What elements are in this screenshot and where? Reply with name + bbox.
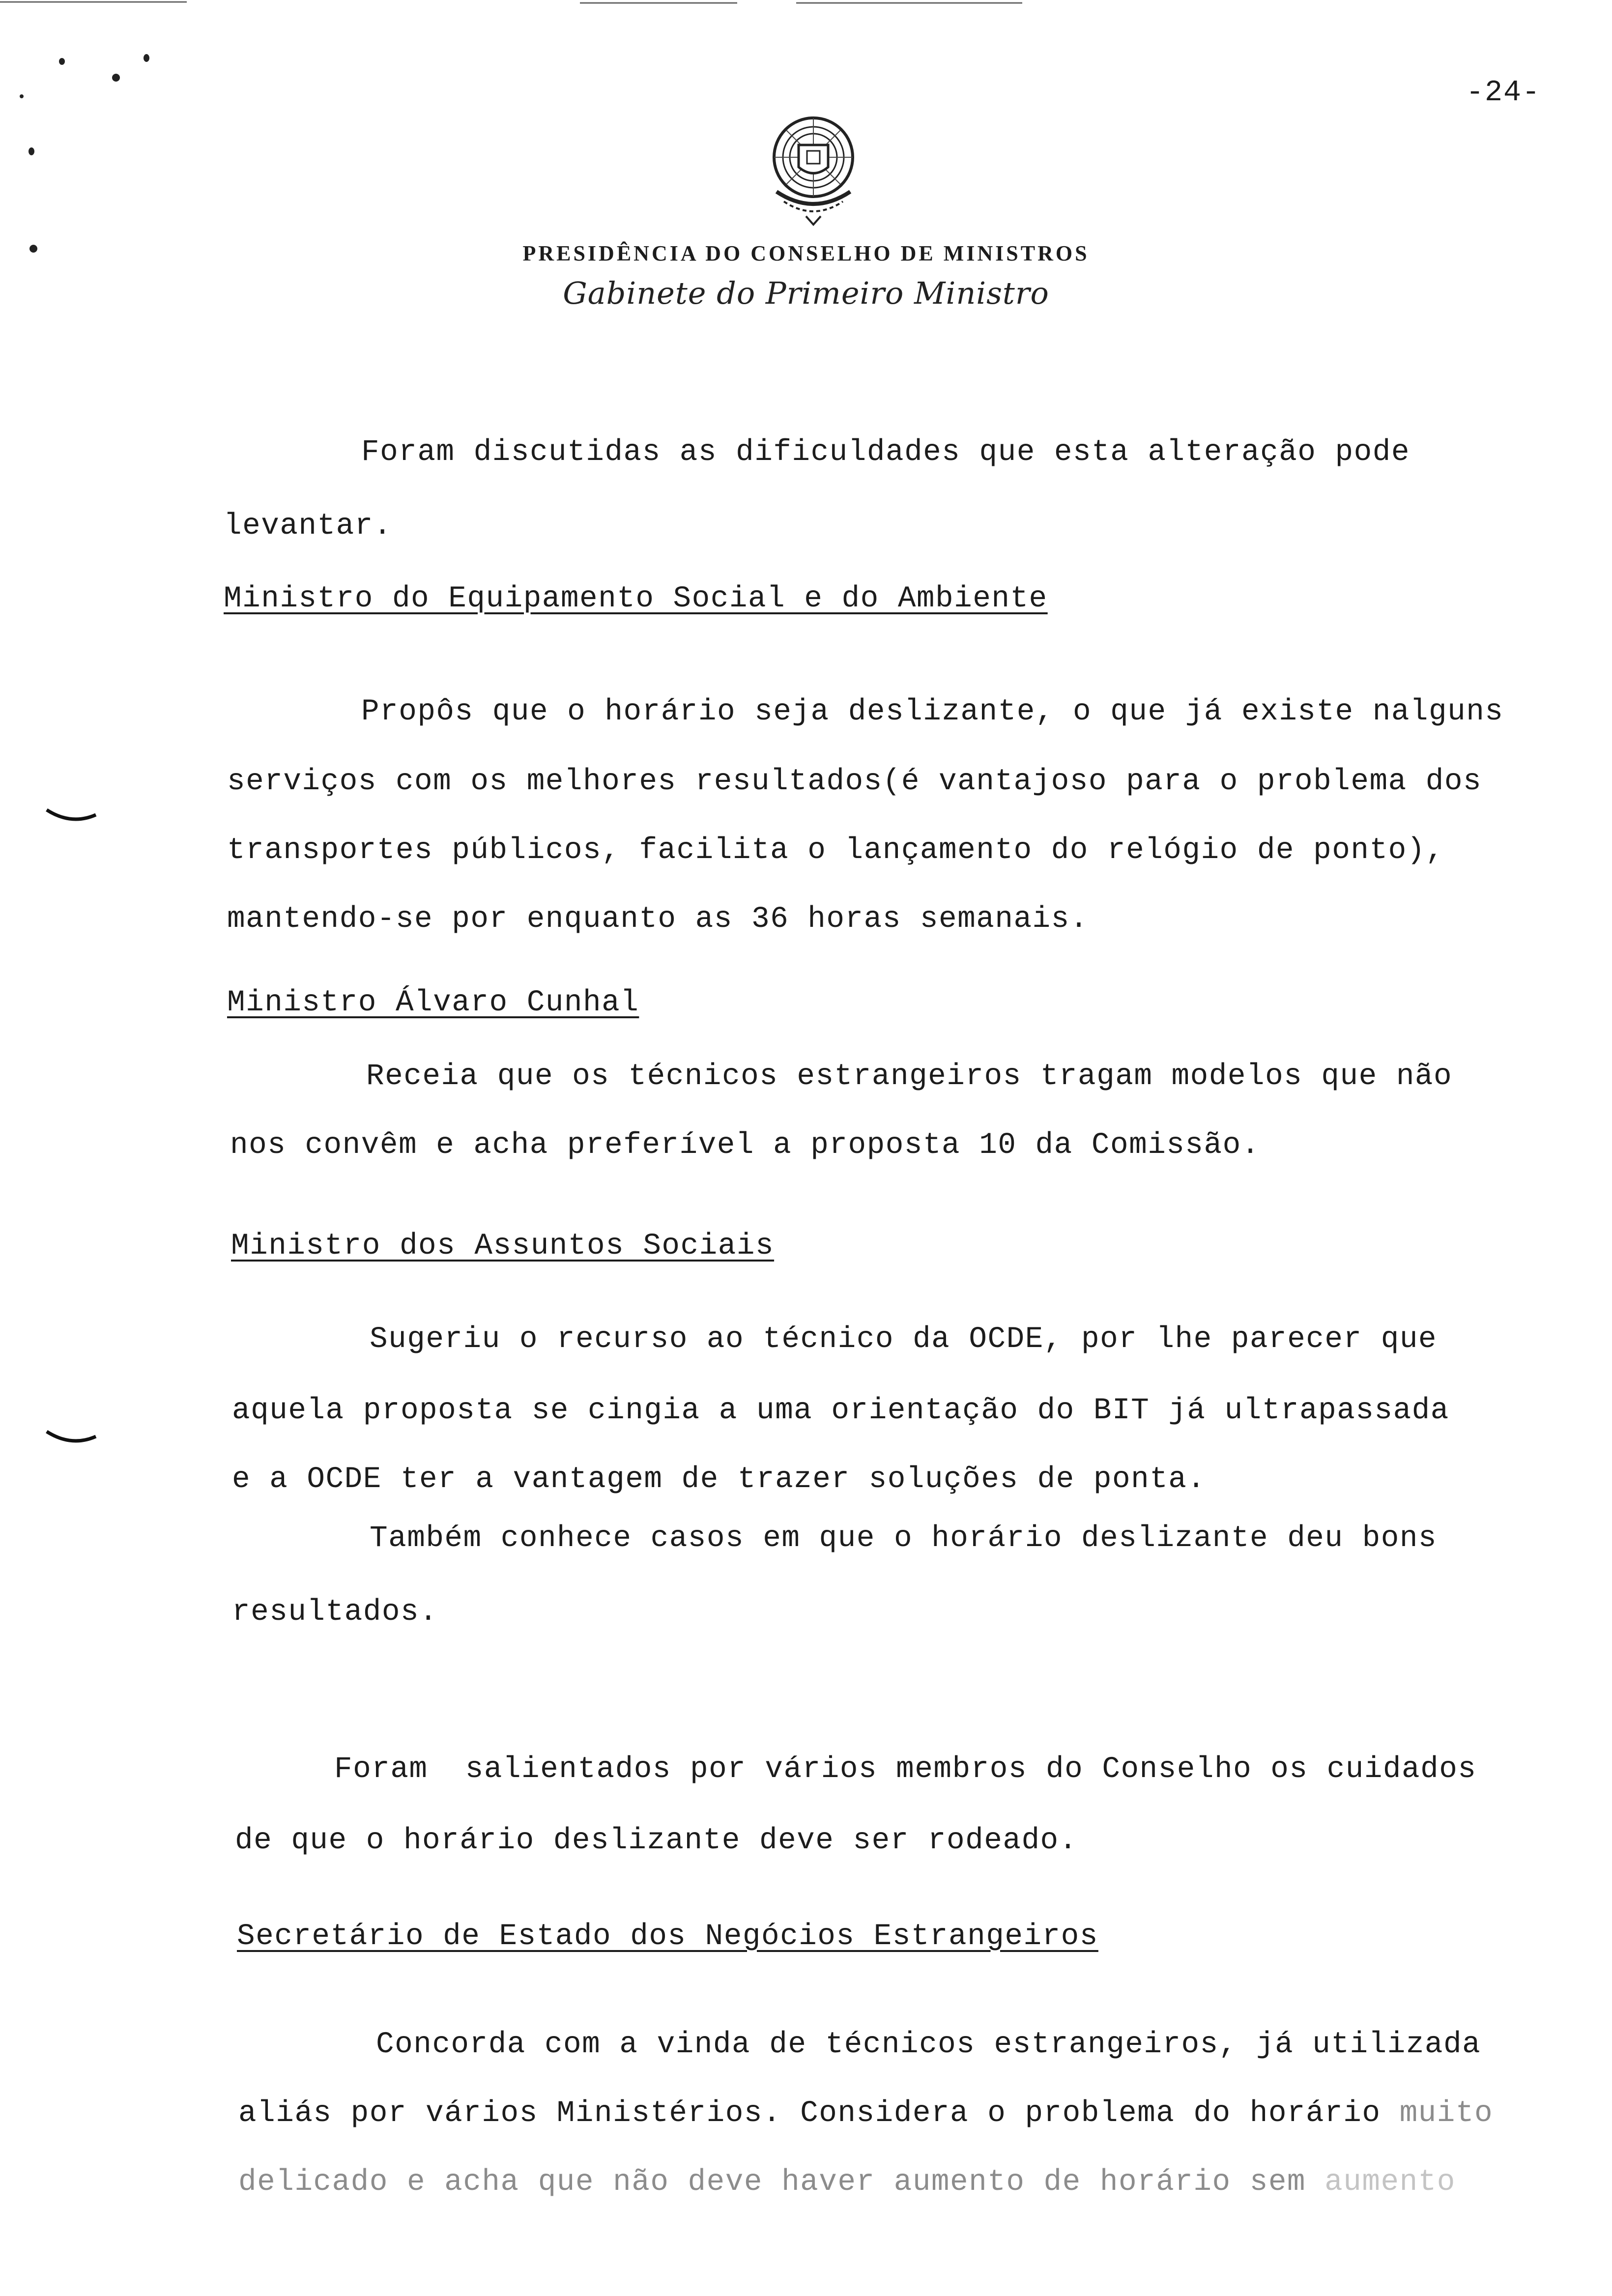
speaker-heading: Ministro do Equipamento Social e do Ambiente [224,582,1048,616]
body-line: aquela proposta se cingia a uma orientação do BIT já ultrapassada [232,1394,1449,1428]
body-line: transportes públicos, facilita o lançamento do relógio de ponto), [227,833,1444,867]
body-line: Receia que os técnicos estrangeiros tragam modelos que não [366,1060,1453,1093]
speaker-heading: Secretário de Estado dos Negócios Estrangeiros [237,1920,1098,1953]
body-line: nos convêm e acha preferível a proposta 10 da Comissão. [230,1128,1260,1162]
body-line: serviços com os melhores resultados(é vantajoso para o problema dos [227,765,1482,799]
faded-text: muito [1399,2096,1494,2130]
margin-arc-mark [44,806,98,826]
margin-speck [112,74,120,82]
body-line: Foram discutidas as dificuldades que esta alteração pode [361,435,1410,469]
body-line: levantar. [224,509,392,543]
speaker-heading: Ministro Álvaro Cunhal [227,986,639,1020]
faded-text: delicado e acha que não deve haver aumento de horário sem [238,2165,1325,2199]
body-line [238,2167,1456,2197]
body-line: Também conhece casos em que o horário deslizante deu bons [370,1521,1438,1555]
body-line: Concorda com a vinda de técnicos estrangeiros, já utilizada [376,2028,1481,2062]
body-line: Foram salientados por vários membros do Conselho os cuidados [334,1752,1477,1786]
speaker-heading: Ministro dos Assuntos Sociais [231,1229,775,1263]
margin-speck [59,58,65,65]
coat-of-arms-emblem [757,111,870,229]
margin-speck [20,94,24,98]
body-line: de que o horário deslizante deve ser rodeado. [235,1824,1078,1858]
page-number: -24- [1466,76,1541,110]
header-title: PRESIDÊNCIA DO CONSELHO DE MINISTROS [522,241,1090,265]
top-edge-line [0,0,1612,6]
header-subtitle: Gabinete do Primeiro Ministro [563,275,1049,311]
body-line: mantendo-se por enquanto as 36 horas semanais. [227,902,1089,936]
body-line [238,2098,1493,2128]
margin-speck [144,54,149,62]
body-line: Propôs que o horário seja deslizante, o que já existe nalguns [361,695,1504,729]
margin-arc-mark [44,1428,98,1447]
body-line: resultados. [232,1595,438,1629]
body-text: aliás por vários Ministérios. Considera o problema do horário [238,2096,1400,2130]
faded-text: aumento [1324,2165,1456,2199]
margin-speck [29,147,34,155]
body-line: Sugeriu o recurso ao técnico da OCDE, por lhe parecer que [370,1322,1438,1356]
body-line: e a OCDE ter a vantagem de trazer soluções de ponta. [232,1463,1206,1496]
